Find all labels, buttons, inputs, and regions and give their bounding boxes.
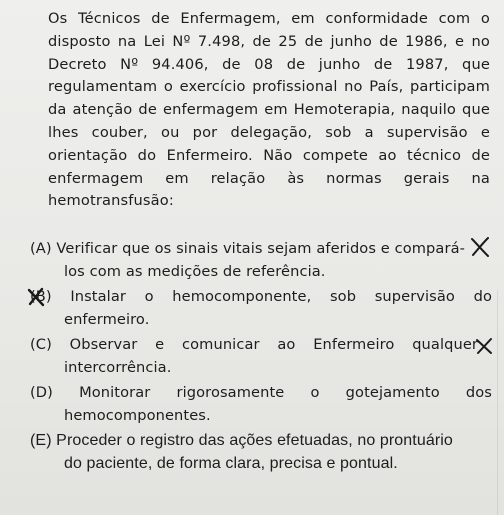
- paper-edge: [497, 290, 498, 515]
- option-b[interactable]: [30, 285, 492, 331]
- option-b-line1: [30, 285, 492, 308]
- option-d[interactable]: [30, 381, 492, 427]
- option-c-line2: intercorrência.: [64, 359, 172, 377]
- option-e-line1: (E) Proceder o registro das ações efetuadas, no prontuário: [30, 431, 453, 449]
- option-e-line2: do paciente, de forma clara, precisa e pontual.: [64, 454, 398, 472]
- option-b-letter: [30, 285, 52, 308]
- option-d-line2: hemocomponentes.: [64, 406, 211, 424]
- option-b-line2: enfermeiro.: [64, 311, 150, 329]
- handwritten-cross-mark-icon: [26, 286, 48, 308]
- option-b-text: Instalar o hemocomponente, sob supervisão do: [51, 287, 492, 305]
- stem-line: Decreto Nº 94.406, de 08 de junho de 1987, que: [48, 55, 490, 73]
- option-b-letter-text: (B): [30, 287, 52, 305]
- option-e[interactable]: [30, 429, 492, 475]
- stem-line: orientação do Enfermeiro. Não compete ao técnico de: [48, 146, 490, 164]
- stem-line: hemotransfusão:: [48, 192, 174, 210]
- stem-line: lhes couber, ou por delegação, sob a supervisão e: [48, 123, 490, 141]
- stem-line: disposto na Lei Nº 7.498, de 25 de junho de 1986, e no: [48, 32, 490, 50]
- option-a[interactable]: [30, 237, 492, 283]
- stem-line: enfermagem em relação às normas gerais na: [48, 169, 490, 187]
- answer-options: [30, 237, 492, 477]
- option-c[interactable]: [30, 333, 492, 379]
- option-c-line1: (C) Observar e comunicar ao Enfermeiro qualquer: [30, 335, 478, 353]
- question-stem: [48, 8, 490, 213]
- stem-line: regulamentam o exercício profissional no País, participam: [48, 78, 490, 96]
- option-d-line1: (D) Monitorar rigorosamente o gotejamento dos: [30, 383, 492, 401]
- handwritten-x-mark-icon: [470, 236, 490, 258]
- stem-line: Os Técnicos de Enfermagem, em conformidade com o: [48, 10, 490, 27]
- stem-line: da atenção de enfermagem em Hemoterapia, naquilo que: [48, 101, 490, 119]
- option-a-line1: (A) Verificar que os sinais vitais sejam aferidos e compará-: [30, 240, 465, 257]
- handwritten-x-mark-icon: [475, 337, 493, 355]
- option-a-line2: los com as medições de referência.: [64, 263, 326, 281]
